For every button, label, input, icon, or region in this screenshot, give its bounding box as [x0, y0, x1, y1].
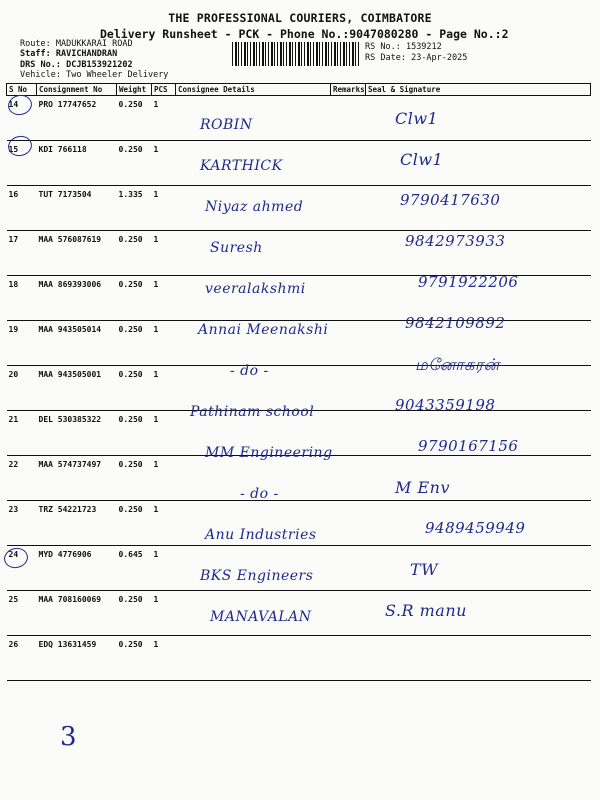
cell-consignment-no: DEL 530385322 [37, 411, 117, 456]
handwritten-signature: 9842109892 [405, 314, 506, 332]
cell-weight: 0.250 [117, 636, 152, 681]
cell-sno: 17 [7, 231, 37, 276]
cell-remarks [331, 321, 366, 366]
col-header-weight: Weight [117, 84, 152, 96]
cell-weight: 0.250 [117, 141, 152, 186]
cell-consignment-no: TRZ 54221723 [37, 501, 117, 546]
cell-weight: 0.250 [117, 366, 152, 411]
handwritten-signature: 9790417630 [400, 191, 501, 209]
cell-pcs: 1 [152, 96, 176, 141]
cell-remarks [331, 366, 366, 411]
cell-seal [366, 546, 591, 591]
cell-weight: 0.250 [117, 501, 152, 546]
cell-sno: 21 [7, 411, 37, 456]
vehicle-value: Two Wheeler Delivery [66, 70, 169, 80]
table-header-row [7, 84, 591, 96]
handwritten-signature: TW [410, 560, 439, 579]
staff-line [20, 49, 117, 59]
handwritten-consignee: Pathinam school [190, 404, 315, 420]
cell-consignment-no: MAA 869393006 [37, 276, 117, 321]
cell-weight: 0.250 [117, 276, 152, 321]
cell-sno: 26 [7, 636, 37, 681]
cell-sno: 16 [7, 186, 37, 231]
cell-sno: 20 [7, 366, 37, 411]
cell-consignee [176, 96, 331, 141]
handwritten-signature: 9790167156 [418, 437, 519, 455]
handwritten-consignee: KARTHICK [200, 158, 283, 174]
company-name: THE PROFESSIONAL COURIERS, COIMBATORE [168, 11, 432, 25]
rs-no-line [365, 42, 442, 52]
cell-sno: 24 [7, 546, 37, 591]
cell-sno: 25 [7, 591, 37, 636]
handwritten-signature: M Env [395, 478, 450, 497]
cell-pcs: 1 [152, 186, 176, 231]
staff-value: RAVICHANDRAN [55, 49, 118, 59]
cell-remarks [331, 231, 366, 276]
handwritten-consignee: Suresh [210, 240, 263, 256]
cell-weight: 0.250 [117, 456, 152, 501]
cell-pcs: 1 [152, 231, 176, 276]
handwritten-signature: S.R manu [385, 601, 467, 620]
cell-pcs: 1 [152, 636, 176, 681]
cell-pcs: 1 [152, 591, 176, 636]
cell-consignment-no: PRO 17747652 [37, 96, 117, 141]
cell-pcs: 1 [152, 456, 176, 501]
cell-sno: 19 [7, 321, 37, 366]
cell-remarks [331, 636, 366, 681]
cell-sno: 15 [7, 141, 37, 186]
cell-pcs: 1 [152, 141, 176, 186]
handwritten-consignee: ROBIN [200, 117, 253, 133]
handwritten-page-mark: 3 [60, 722, 77, 752]
cell-remarks [331, 186, 366, 231]
handwritten-consignee: veeralakshmi [205, 281, 306, 297]
cell-sno: 23 [7, 501, 37, 546]
handwritten-consignee: MM Engineering [205, 445, 333, 461]
handwritten-consignee: - do - [230, 363, 269, 379]
cell-remarks [331, 546, 366, 591]
col-header-remarks: Remarks [331, 84, 366, 96]
handwritten-consignee: MANAVALAN [210, 609, 312, 625]
cell-remarks [331, 456, 366, 501]
handwritten-signature: 9043359198 [395, 396, 496, 414]
handwritten-signature: 9489459949 [425, 519, 526, 537]
handwritten-signature: Clw1 [400, 150, 444, 169]
cell-consignment-no: EDQ 13631459 [37, 636, 117, 681]
drs-value: DCJB153921202 [66, 60, 133, 70]
cell-pcs: 1 [152, 366, 176, 411]
rs-date-line [365, 53, 467, 63]
cell-consignment-no: TUT 7173504 [37, 186, 117, 231]
cell-consignment-no: MAA 943505001 [37, 366, 117, 411]
rs-no-label: RS No.: [365, 42, 401, 52]
col-header-pcs: PCS [152, 84, 176, 96]
handwritten-signature: Clw1 [395, 109, 439, 128]
col-header-consignee: Consignee Details [176, 84, 331, 96]
cell-consignment-no: MAA 708160069 [37, 591, 117, 636]
vehicle-label: Vehicle: [20, 70, 61, 80]
cell-sno: 22 [7, 456, 37, 501]
cell-weight: 0.250 [117, 231, 152, 276]
handwritten-consignee: Niyaz ahmed [205, 199, 304, 215]
cell-pcs: 1 [152, 321, 176, 366]
cell-consignee [176, 636, 331, 681]
handwritten-consignee: BKS Engineers [200, 568, 314, 584]
handwritten-signature: 9842973933 [405, 232, 506, 250]
cell-weight: 0.645 [117, 546, 152, 591]
cell-pcs: 1 [152, 276, 176, 321]
rs-no-value: 1539212 [405, 42, 442, 52]
vehicle-line [20, 70, 168, 80]
cell-weight: 0.250 [117, 96, 152, 141]
cell-remarks [331, 501, 366, 546]
cell-weight: 1.335 [117, 186, 152, 231]
handwritten-signature: 9791922206 [418, 273, 519, 291]
cell-consignment-no: MAA 576087619 [37, 231, 117, 276]
cell-weight: 0.250 [117, 591, 152, 636]
table-row [7, 96, 591, 141]
cell-consignment-no: KDI 766118 [37, 141, 117, 186]
cell-pcs: 1 [152, 546, 176, 591]
cell-consignment-no: MYD 4776906 [37, 546, 117, 591]
cell-remarks [331, 411, 366, 456]
col-header-seal: Seal & Signature [366, 84, 591, 96]
table-row [7, 141, 591, 186]
cell-weight: 0.250 [117, 411, 152, 456]
cell-pcs: 1 [152, 411, 176, 456]
cell-remarks [331, 96, 366, 141]
route-line [20, 39, 133, 49]
runsheet-table [6, 83, 591, 681]
cell-sno: 14 [7, 96, 37, 141]
table-row [7, 456, 591, 501]
staff-label: Staff: [20, 49, 51, 59]
route-label: Route: [20, 39, 51, 49]
handwritten-consignee: Anu Industries [205, 527, 317, 543]
col-header-consignment: Consignment No [37, 84, 117, 96]
cell-pcs: 1 [152, 501, 176, 546]
col-header-sno: S No [7, 84, 37, 96]
cell-remarks [331, 276, 366, 321]
rs-date-value: 23-Apr-2025 [411, 53, 468, 63]
barcode [232, 42, 360, 66]
cell-remarks [331, 141, 366, 186]
runsheet-subtitle: Delivery Runsheet - PCK - Phone No.:9047080280 - Page No.:2 [100, 27, 509, 41]
drs-label: DRS No.: [20, 60, 61, 70]
route-value: MADUKKARAI ROAD [55, 39, 133, 49]
cell-seal [366, 636, 591, 681]
handwritten-consignee: Annai Meenakshi [198, 322, 329, 338]
table-row [7, 636, 591, 681]
rs-date-label: RS Date: [365, 53, 406, 63]
cell-sno: 18 [7, 276, 37, 321]
cell-weight: 0.250 [117, 321, 152, 366]
cell-consignment-no: MAA 943505014 [37, 321, 117, 366]
cell-consignment-no: MAA 574737497 [37, 456, 117, 501]
drs-line [20, 60, 133, 70]
cell-remarks [331, 591, 366, 636]
handwritten-consignee: - do - [240, 486, 279, 502]
handwritten-signature: மனோகரன் [415, 355, 500, 374]
